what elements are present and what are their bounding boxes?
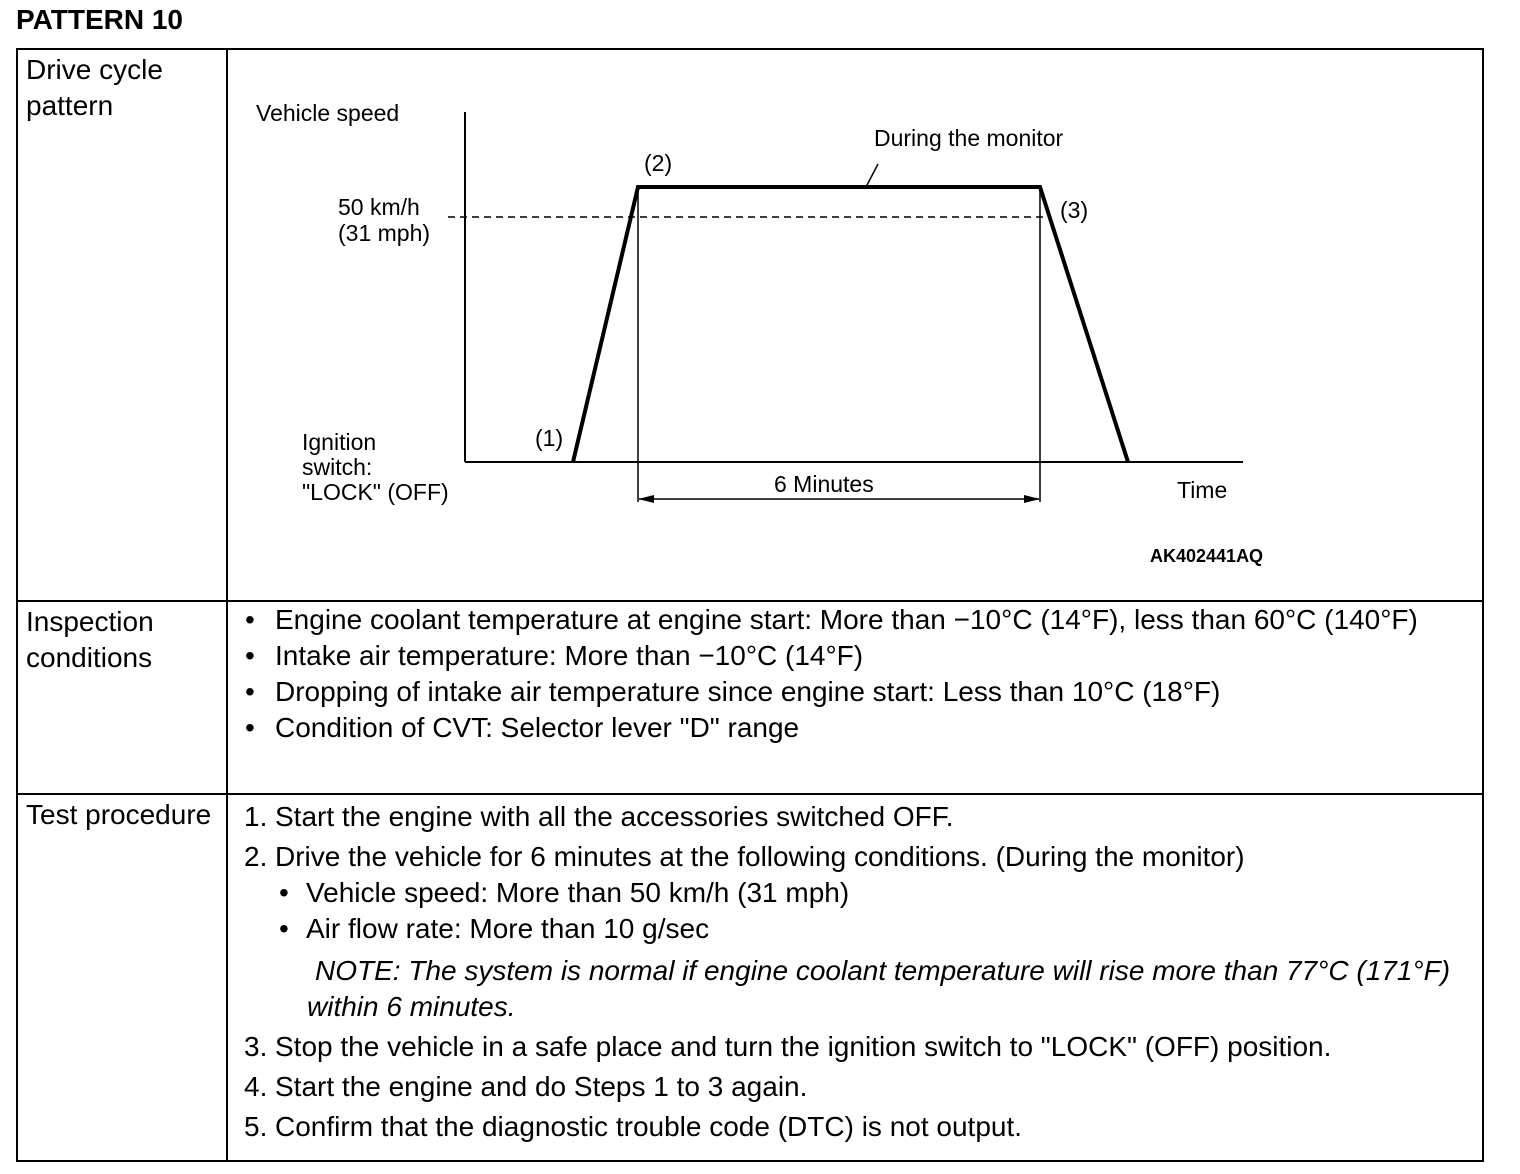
bullet-icon: •: [245, 640, 255, 671]
step-number: 2.: [244, 841, 268, 872]
condition-text: Dropping of intake air temperature since engine start: Less than 10°C (18°F): [275, 676, 1221, 707]
step-text: Confirm that the diagnostic trouble code (DTC) is not output.: [275, 1111, 1023, 1142]
bullet-icon: •: [279, 877, 289, 908]
step-number: 4.: [244, 1071, 268, 1102]
note-label: NOTE:: [315, 955, 401, 986]
ignition-label-line2: switch:: [302, 454, 373, 480]
step-number: 1.: [244, 801, 268, 832]
bullet-icon: •: [245, 676, 255, 707]
monitor-leader-line: [866, 164, 878, 187]
point-1-label: (1): [535, 425, 564, 451]
list-item: [228, 710, 1482, 746]
bullet-icon: •: [245, 604, 255, 635]
y-axis-label: Vehicle speed: [256, 100, 400, 126]
step-text: Stop the vehicle in a safe place and turn the ignition switch to "LOCK" (OFF) position.: [275, 1031, 1332, 1062]
page-title: PATTERN 10: [16, 4, 183, 35]
speed-threshold-label: 50 km/h: [338, 194, 420, 220]
inspection-conditions-row: [17, 601, 1483, 794]
figure-code: AK402441AQ: [1150, 546, 1264, 566]
drive-cycle-diagram-cell: [227, 49, 1483, 601]
x-axis-label: Time: [1177, 477, 1228, 503]
test-procedure-label: Test procedure: [17, 794, 227, 1161]
inspection-conditions-cell: [227, 601, 1483, 794]
speed-profile-line: [573, 187, 1128, 462]
procedure-step: [228, 839, 1482, 1025]
note: [307, 953, 1482, 1025]
speed-threshold-mph-label: (31 mph): [338, 220, 431, 246]
procedure-step: [228, 1029, 1482, 1065]
procedure-step: [228, 1069, 1482, 1105]
step-2-conditions: [275, 875, 1482, 947]
duration-label: 6 Minutes: [774, 471, 874, 497]
inspection-conditions-label: Inspection conditions: [17, 601, 227, 794]
bullet-icon: •: [279, 913, 289, 944]
condition-text: Intake air temperature: More than −10°C (14°F): [275, 640, 864, 671]
condition-text: Vehicle speed: More than 50 km/h (31 mph): [306, 877, 850, 908]
list-item: [275, 875, 1482, 911]
condition-text: Engine coolant temperature at engine start: More than −10°C (14°F), less than 60°C (140°F): [275, 604, 1418, 635]
step-text: Drive the vehicle for 6 minutes at the following conditions. (During the monitor): [275, 841, 1245, 872]
step-text: Start the engine with all the accessories switched OFF.: [275, 801, 954, 832]
drive-cycle-label: Drive cycle pattern: [17, 49, 227, 601]
list-item: [275, 911, 1482, 947]
point-3-label: (3): [1060, 197, 1089, 223]
ignition-label-line3: "LOCK" (OFF): [302, 479, 449, 505]
step-number: 5.: [244, 1111, 268, 1142]
list-item: [228, 602, 1482, 638]
list-item: [228, 674, 1482, 710]
note-text: The system is normal if engine coolant temperature will rise more than 77°C (171°F) within 6 minutes.: [307, 955, 1451, 1022]
condition-text: Air flow rate: More than 10 g/sec: [306, 913, 710, 944]
test-procedure-cell: [227, 794, 1483, 1161]
condition-text: Condition of CVT: Selector lever "D" range: [275, 712, 800, 743]
test-procedure-steps: [228, 795, 1482, 1145]
list-item: [228, 638, 1482, 674]
drive-cycle-diagram: [228, 50, 1486, 598]
ignition-label-line1: Ignition: [302, 429, 377, 455]
bullet-icon: •: [245, 712, 255, 743]
monitor-label: During the monitor: [874, 125, 1064, 151]
inspection-conditions-list: [228, 602, 1482, 746]
point-2-label: (2): [644, 150, 673, 176]
procedure-step: [228, 1109, 1482, 1145]
drive-cycle-table: [16, 48, 1484, 1162]
drive-cycle-row: [17, 49, 1483, 601]
step-number: 3.: [244, 1031, 268, 1062]
test-procedure-row: [17, 794, 1483, 1161]
procedure-step: [228, 799, 1482, 835]
step-text: Start the engine and do Steps 1 to 3 again.: [275, 1071, 808, 1102]
